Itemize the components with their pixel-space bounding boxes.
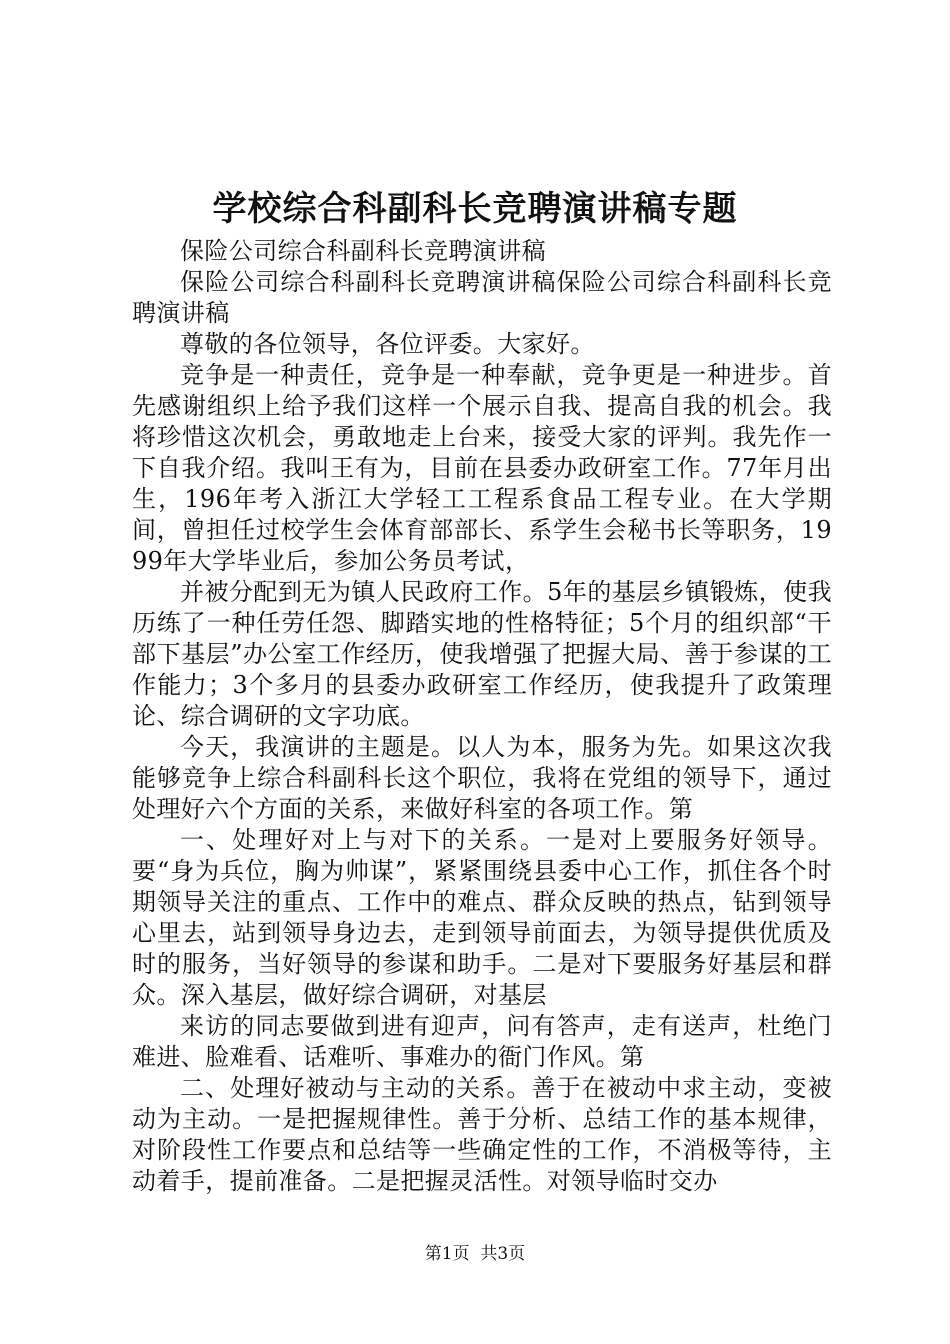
paragraph-visitors: 来访的同志要做到进有迎声，问有答声，走有送声，杜绝门难进、脸难看、话难听、事难办的衙门作风。第 — [132, 1012, 832, 1071]
paragraph-introduction: 竞争是一种责任，竞争是一种奉献，竞争更是一种进步。首先感谢组织上给予我们这样一个展示自我、提高自我的机会。我将珍惜这次机会，勇敢地走上台来，接受大家的评判。我先作一下自我介绍。我叫王有为，目前在县委办政研室工作。77年月出生，196年考入浙江大学轻工工程系食品工程专业。在大学期间，曾担任过校学生会体育部部长、系学生会秘书长等职务，1999年大学毕业后，参加公务员考试， — [132, 361, 832, 575]
page-footer — [0, 1243, 950, 1265]
page-number: 第1页 — [424, 1244, 470, 1264]
paragraph-experience: 并被分配到无为镇人民政府工作。5年的基层乡镇锻炼，使我历练了一种任劳任怨、脚踏实地的性格特征；5个月的组织部“干部下基层”办公室工作经历，使我增强了把握大局、善于参谋的工作能力；3个多月的县委办政研室工作经历，使我提升了政策理论、综合调研的文字功底。 — [132, 578, 832, 730]
document-body — [132, 236, 832, 1197]
paragraph-greeting: 尊敬的各位领导，各位评委。大家好。 — [180, 330, 595, 358]
document-title: 学校综合科副科长竞聘演讲稿专题 — [212, 189, 738, 229]
paragraph-point-two: 二、处理好被动与主动的关系。善于在被动中求主动，变被动为主动。一是把握规律性。善于分析、总结工作的基本规律，对阶段性工作要点和总结等一些确定性的工作，不消极等待，主动着手，提前准备。二是把握灵活性。对领导临时交办 — [132, 1074, 832, 1195]
paragraph-heading-repeat: 保险公司综合科副科长竞聘演讲稿保险公司综合科副科长竞聘演讲稿 — [132, 268, 832, 327]
paragraph-theme: 今天，我演讲的主题是。以人为本，服务为先。如果这次我能够竞争上综合科副科长这个职位，我将在党组的领导下，通过处理好六个方面的关系，来做好科室的各项工作。第 — [132, 733, 832, 823]
paragraph-point-one: 一、处理好对上与对下的关系。一是对上要服务好领导。要“身为兵位，胸为帅谋”，紧紧围绕县委中心工作，抓住各个时期领导关注的重点、工作中的难点、群众反映的热点，钻到领导心里去，站到领导身边去，走到领导前面去，为领导提供优质及时的服务，当好领导的参谋和助手。二是对下要服务好基层和群众。深入基层，做好综合调研，对基层 — [132, 826, 832, 1009]
paragraph-subtitle: 保险公司综合科副科长竞聘演讲稿 — [180, 237, 546, 265]
page-total: 共3页 — [480, 1244, 526, 1264]
